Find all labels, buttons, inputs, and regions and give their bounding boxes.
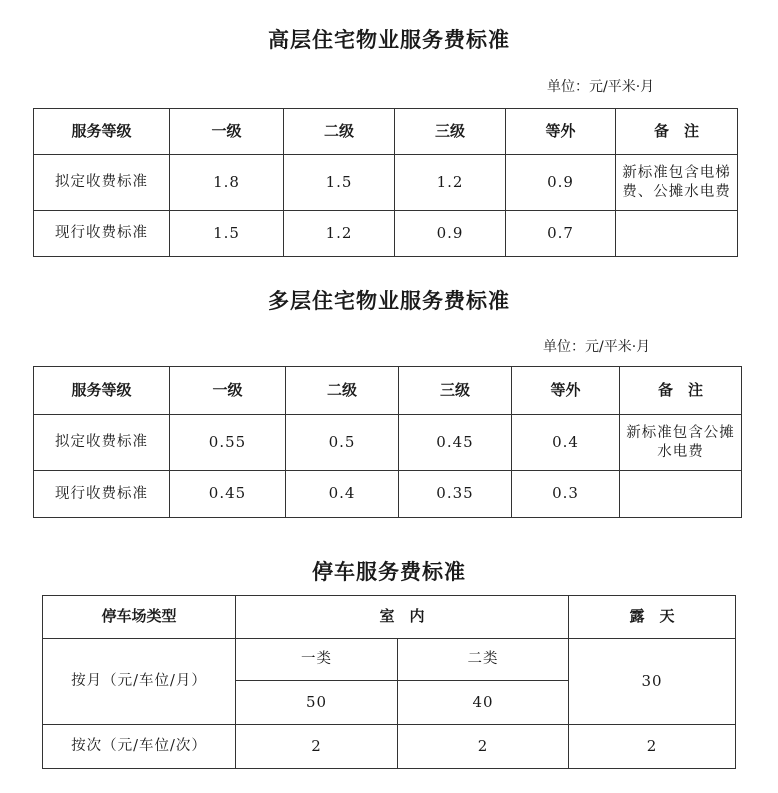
monthly-class-1-value: 50 <box>236 681 398 725</box>
monthly-outdoor-value: 30 <box>569 639 736 725</box>
value-level-2: 1.2 <box>284 211 395 257</box>
header-remarks: 备 注 <box>620 367 742 415</box>
value-substandard: 0.3 <box>512 471 620 518</box>
header-level-2: 二级 <box>286 367 399 415</box>
value-level-1: 1.5 <box>170 211 284 257</box>
per-use-class-1-value: 2 <box>236 725 398 769</box>
high-rise-unit: 单位：元/平米·月 <box>547 79 655 95</box>
header-substandard: 等外 <box>506 109 616 155</box>
header-indoor: 室 内 <box>236 596 569 639</box>
monthly-label: 按月（元/车位/月） <box>43 639 236 725</box>
header-outdoor: 露 天 <box>569 596 736 639</box>
indoor-class-2-header: 二类 <box>398 639 569 681</box>
header-level-3: 三级 <box>395 109 506 155</box>
high-rise-header-row <box>34 109 738 155</box>
header-level-2: 二级 <box>284 109 395 155</box>
row-label: 现行收费标准 <box>34 471 170 518</box>
value-level-3: 0.35 <box>399 471 512 518</box>
table-row <box>43 639 736 681</box>
header-service-level: 服务等级 <box>34 109 170 155</box>
header-level-1: 一级 <box>170 367 286 415</box>
row-label: 现行收费标准 <box>34 211 170 257</box>
per-use-outdoor-value: 2 <box>569 725 736 769</box>
high-rise-table <box>33 108 738 257</box>
table-row <box>43 725 736 769</box>
table-row <box>34 471 742 518</box>
value-level-1: 0.55 <box>170 415 286 471</box>
value-level-2: 0.5 <box>286 415 399 471</box>
value-level-3: 0.9 <box>395 211 506 257</box>
value-substandard: 0.9 <box>506 155 616 211</box>
value-substandard: 0.4 <box>512 415 620 471</box>
header-parking-type: 停车场类型 <box>43 596 236 639</box>
value-level-1: 1.8 <box>170 155 284 211</box>
multi-story-table <box>33 366 742 518</box>
monthly-class-2-value: 40 <box>398 681 569 725</box>
parking-title: 停车服务费标准 <box>312 560 466 584</box>
value-level-1: 0.45 <box>170 471 286 518</box>
remarks-cell: 新标准包含公摊水电费 <box>620 415 742 471</box>
remarks-cell <box>616 211 738 257</box>
header-level-1: 一级 <box>170 109 284 155</box>
value-level-2: 0.4 <box>286 471 399 518</box>
header-remarks: 备 注 <box>616 109 738 155</box>
table-row <box>34 211 738 257</box>
high-rise-title: 高层住宅物业服务费标准 <box>268 28 510 52</box>
row-label: 拟定收费标准 <box>34 415 170 471</box>
table-row <box>34 155 738 211</box>
row-label: 拟定收费标准 <box>34 155 170 211</box>
remarks-cell: 新标准包含电梯费、公摊水电费 <box>616 155 738 211</box>
header-level-3: 三级 <box>399 367 512 415</box>
multi-story-header-row <box>34 367 742 415</box>
value-level-3: 1.2 <box>395 155 506 211</box>
multi-story-unit: 单位：元/平米·月 <box>543 339 651 355</box>
parking-header-row <box>43 596 736 639</box>
value-level-3: 0.45 <box>399 415 512 471</box>
value-level-2: 1.5 <box>284 155 395 211</box>
multi-story-title: 多层住宅物业服务费标准 <box>268 289 510 313</box>
header-substandard: 等外 <box>512 367 620 415</box>
per-use-label: 按次（元/车位/次） <box>43 725 236 769</box>
remarks-cell <box>620 471 742 518</box>
table-row <box>34 415 742 471</box>
per-use-class-2-value: 2 <box>398 725 569 769</box>
value-substandard: 0.7 <box>506 211 616 257</box>
indoor-class-1-header: 一类 <box>236 639 398 681</box>
parking-table <box>42 595 736 769</box>
header-service-level: 服务等级 <box>34 367 170 415</box>
